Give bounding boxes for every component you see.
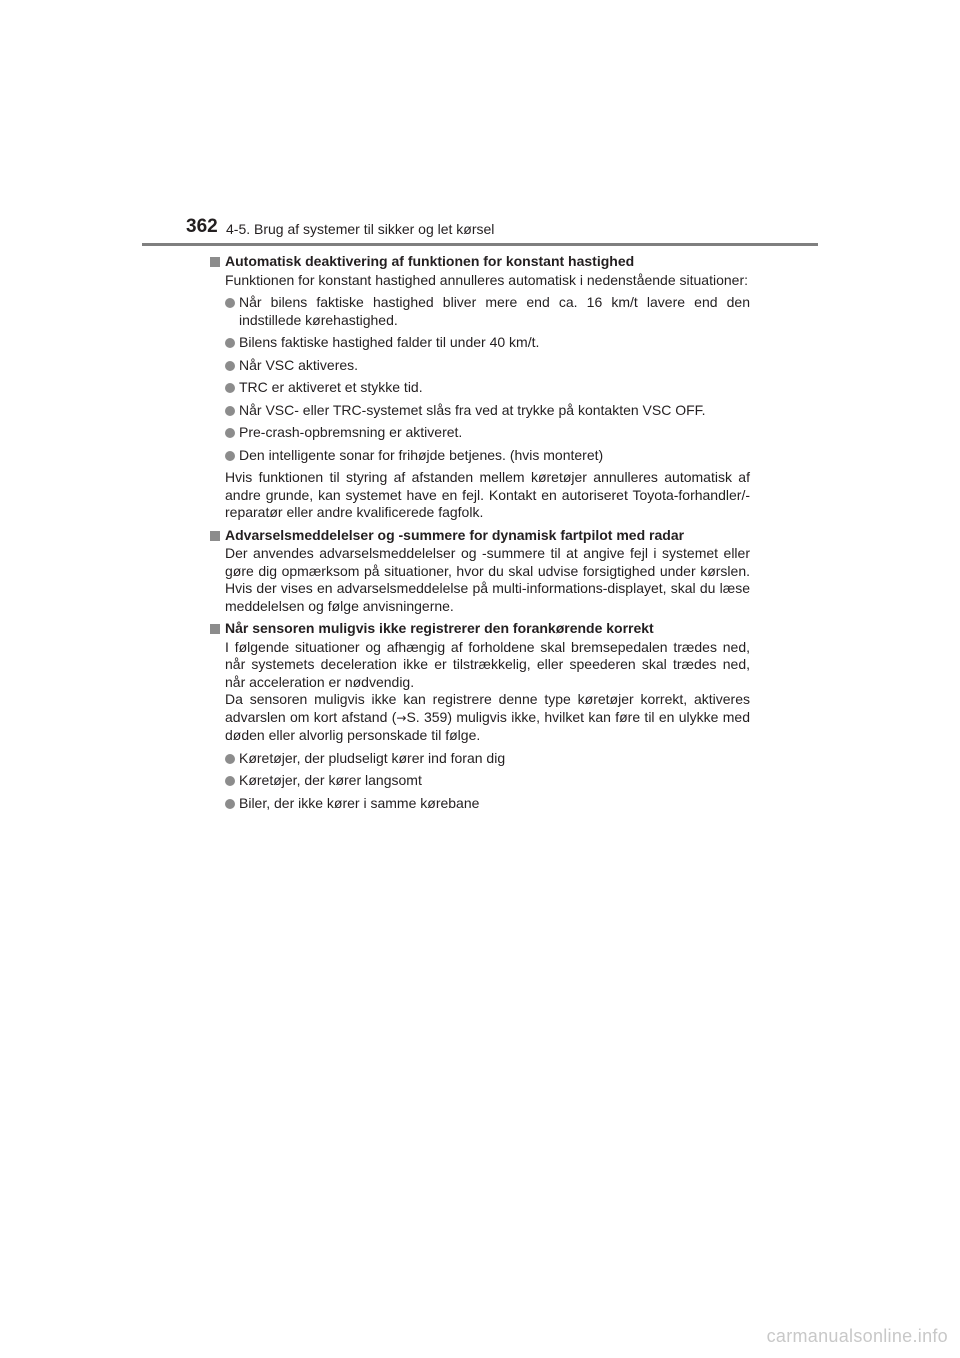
square-bullet-icon xyxy=(210,257,220,267)
page-header xyxy=(186,216,826,242)
page-content xyxy=(210,253,750,817)
bullet-dot-icon xyxy=(225,298,235,308)
page-reference-arrow-icon: → xyxy=(396,710,407,725)
list-item: Den intelligente sonar for frihøjde betjenes. (hvis monteret) xyxy=(210,447,750,465)
bullet-dot-icon xyxy=(225,428,235,438)
section-sensor-detection xyxy=(210,620,750,812)
list-item: Bilens faktiske hastighed falder til under 40 km/t. xyxy=(210,334,750,352)
bullet-dot-icon xyxy=(225,406,235,416)
list-item: Køretøjer, der pludseligt kører ind foran dig xyxy=(210,750,750,768)
list-item: Pre-crash-opbremsning er aktiveret. xyxy=(210,424,750,442)
paragraph: I følgende situationer og afhængig af forholdene skal bremsepedalen trædes ned, når systemets deceleration ikke er tilstrækkelig, eller speederen skal trædes ned, når acceleration er nødvendig. xyxy=(225,638,750,690)
section-warning-messages xyxy=(210,527,750,616)
bullet-dot-icon xyxy=(225,451,235,461)
bullet-dot-icon xyxy=(225,776,235,786)
page-number: 362 xyxy=(186,216,218,237)
header-divider xyxy=(142,243,818,246)
bullet-dot-icon xyxy=(225,338,235,348)
section-heading: Når sensoren muligvis ikke registrerer den forankørende korrekt xyxy=(210,620,750,638)
paragraph: Der anvendes advarselsmeddelelser og -summere til at angive fejl i systemet eller gøre dig opmærksom på situationer, hvor du skal udvise forsigtighed under kørslen. Hvis der vises en advarselsmeddelelse på multi-informations-displayet, skal du læse meddelelsen og følge anvisningerne. xyxy=(225,545,750,614)
list-item: Når VSC aktiveres. xyxy=(210,357,750,375)
section-heading: Automatisk deaktivering af funktionen for konstant hastighed xyxy=(210,253,750,271)
bullet-dot-icon xyxy=(225,799,235,809)
list-item: Biler, der ikke kører i samme kørebane xyxy=(210,795,750,813)
bullet-dot-icon xyxy=(225,754,235,764)
bullet-dot-icon xyxy=(225,383,235,393)
paragraph: Da sensoren muligvis ikke kan registrere denne type køretøjer korrekt, aktiveres advarslen om kort afstand (→S. 359) muligvis ikke, hvilket kan føre til en ulykke med døden eller alvorlig personskade til følge. xyxy=(225,691,750,743)
square-bullet-icon xyxy=(210,624,220,634)
list-item: TRC er aktiveret et stykke tid. xyxy=(210,379,750,397)
watermark: carmanualsonline.info xyxy=(766,1326,948,1346)
section-heading: Advarselsmeddelelser og -summere for dynamisk fartpilot med radar xyxy=(210,527,750,545)
square-bullet-icon xyxy=(210,531,220,541)
list-item: Når bilens faktiske hastighed bliver mere end ca. 16 km/t lavere end den indstillede kørehastighed. xyxy=(210,294,750,329)
section-auto-deactivation xyxy=(210,253,750,522)
list-item: Køretøjer, der kører langsomt xyxy=(210,772,750,790)
paragraph: Funktionen for konstant hastighed annulleres automatisk i nedenstående situationer: xyxy=(225,271,749,288)
paragraph: Hvis funktionen til styring af afstanden mellem køretøjer annulleres automatisk af andre grunde, kan systemet have en fejl. Kontakt en autoriseret Toyota-forhandler/-reparatør eller andre kvalificerede fagfolk. xyxy=(225,469,750,520)
chapter-title: 4-5. Brug af systemer til sikker og let kørsel xyxy=(226,221,495,237)
list-item: Når VSC- eller TRC-systemet slås fra ved at trykke på kontakten VSC OFF. xyxy=(210,402,750,420)
bullet-dot-icon xyxy=(225,361,235,371)
